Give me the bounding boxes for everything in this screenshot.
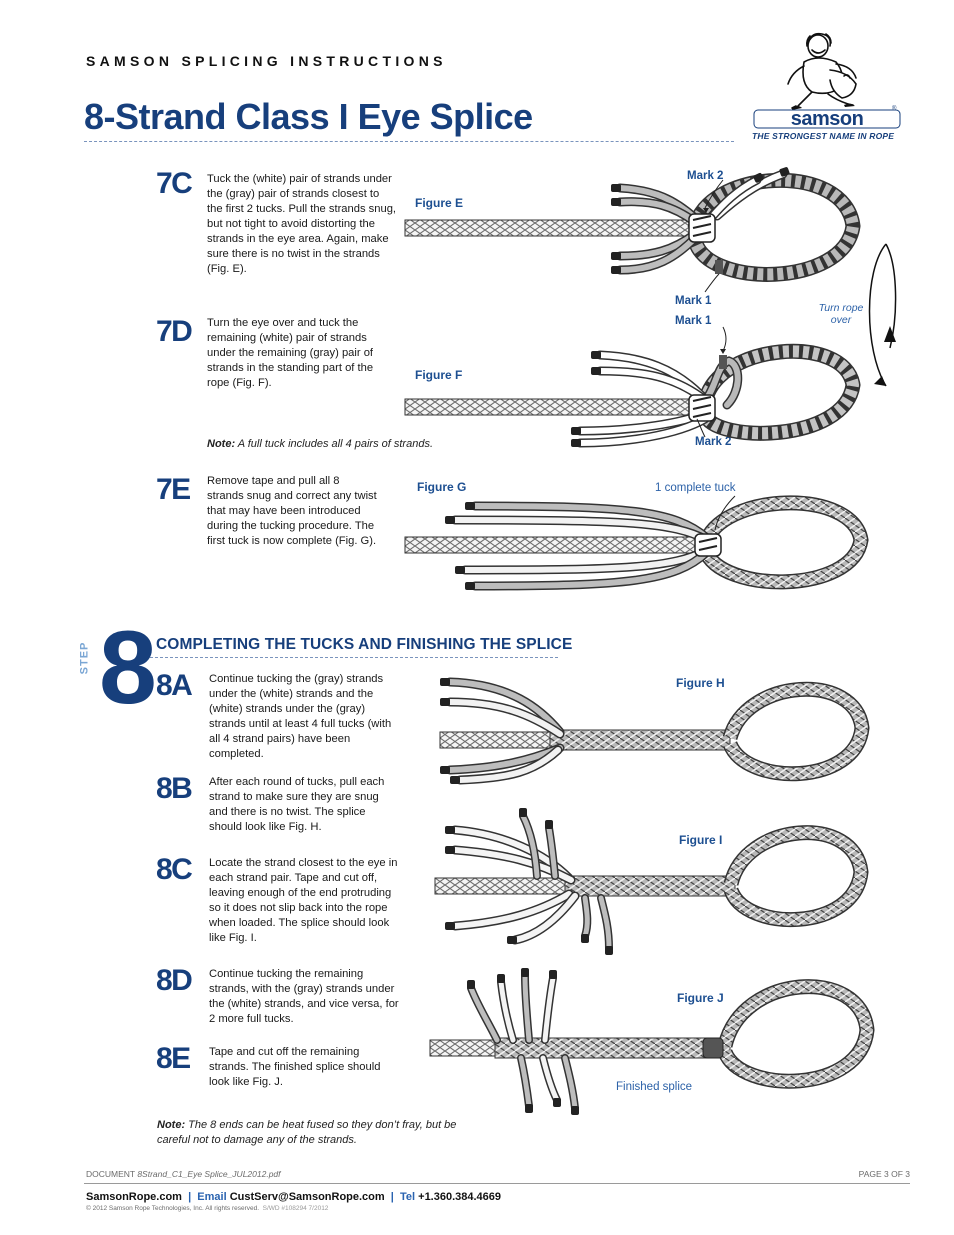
- section-divider: [150, 657, 558, 658]
- turn-rope-over-label: Turn rope over: [818, 302, 864, 326]
- note-full-tuck: [207, 437, 433, 452]
- figure-j-annotation: Finished splice: [616, 1081, 693, 1093]
- note-heat-fuse: [157, 1118, 477, 1148]
- step-text-7d: Turn the eye over and tuck the remaining (white) pair of strands under the remaining (gray) pair of strands in the standing part of the rope (Fig. F).: [207, 317, 374, 389]
- figure-e-label: Figure E: [415, 196, 464, 210]
- note-label: Note:: [207, 438, 236, 450]
- figure-h-label: Figure H: [676, 676, 725, 690]
- step-code-8b: 8B: [156, 772, 192, 805]
- figure-f-mark-1: Mark 1: [675, 315, 712, 327]
- step-word: STEP: [78, 641, 91, 675]
- figure-h-illustration: [430, 668, 875, 788]
- figure-e-mark-2: Mark 2: [687, 170, 724, 182]
- strongman-mascot-icon: [752, 30, 904, 142]
- step-code-8d: 8D: [156, 964, 192, 997]
- step-text-8a: Continue tucking the (gray) strands under the (white) strands and the (white) strands under the (gray) strands until at least 4 full tucks (with all 4 strand pairs) have been completed.: [209, 673, 392, 760]
- step-code-7d: 7D: [156, 315, 192, 348]
- samson-logo: [752, 30, 904, 142]
- title-divider: [84, 141, 734, 142]
- step-code-8a: 8A: [156, 669, 192, 702]
- copyright-line: © 2012 Samson Rope Technologies, Inc. All rights reserved. S/WD #108294 7/2012: [86, 1205, 329, 1212]
- figure-i-illustration: [425, 808, 875, 958]
- figure-g-illustration: [405, 490, 875, 600]
- step-text-7c: Tuck the (white) pair of strands under the (gray) pair of strands closest to the first 2 tucks. Pull the strands snug, but not tight to avoid distorting the strands in the eye area. Again, make sure there is no twist in the strands (Fig. E).: [207, 173, 397, 275]
- page-number: PAGE 3 OF 3: [858, 1169, 910, 1179]
- step-text-8d: Continue tucking the remaining strands, with the (gray) strands under the (white) strands, and vice versa, for 2 more full tucks.: [209, 968, 399, 1025]
- note-8-label: Note:: [157, 1119, 186, 1131]
- note-text: A full tuck includes all 4 pairs of strands.: [235, 438, 433, 450]
- step-text-8c: Locate the strand closest to the eye in each strand pair. Tape and cut off, leaving enough of the end protruding so it does not slip back into the rope when loaded. The splice should look like Fig. I.: [209, 857, 398, 944]
- telephone-link[interactable]: +1.360.384.4669: [418, 1191, 502, 1203]
- header-kicker: SAMSON SPLICING INSTRUCTIONS: [86, 53, 447, 69]
- step-number: 8: [99, 610, 154, 726]
- figure-f-label: Figure F: [415, 368, 463, 382]
- logo-registered-mark: ®: [892, 106, 897, 112]
- step-code-7e: 7E: [156, 473, 190, 506]
- figure-i-label: Figure I: [679, 833, 723, 847]
- website-link[interactable]: SamsonRope.com: [86, 1191, 182, 1203]
- note-8-text: The 8 ends can be heat fused so they don’t fray, but be careful not to damage any of the strands.: [157, 1119, 457, 1146]
- figure-g-annotation: 1 complete tuck: [655, 482, 736, 494]
- logo-tagline: THE STRONGEST NAME IN ROPE: [752, 131, 895, 141]
- step-text-7e: Remove tape and pull all 8 strands snug and correct any twist that may have been introduced during the tucking procedure. The first tuck is now complete (Fig. G).: [207, 475, 377, 547]
- figure-f-illustration: [405, 325, 875, 455]
- contact-line: SamsonRope.com | Email CustServ@SamsonRope.com | Tel +1.360.384.4669: [86, 1191, 502, 1203]
- figure-j-illustration: [425, 960, 875, 1120]
- figure-f-mark-2: Mark 2: [695, 436, 732, 448]
- figure-e-illustration: [405, 160, 875, 310]
- document-name: 8Strand_C1_Eye Splice_JUL2012.pdf: [137, 1169, 281, 1179]
- revision-code: S/WD #108294 7/2012: [259, 1205, 329, 1212]
- step-text-8e: Tape and cut off the remaining strands. The finished splice should look like Fig. J.: [209, 1046, 381, 1088]
- document-reference: DOCUMENT 8Strand_C1_Eye Splice_JUL2012.pdf: [86, 1169, 281, 1179]
- section-heading: COMPLETING THE TUCKS AND FINISHING THE SPLICE: [156, 636, 573, 653]
- email-link[interactable]: CustServ@SamsonRope.com: [229, 1191, 385, 1203]
- step-text-8b: After each round of tucks, pull each strand to make sure they are snug and there is no twist. The splice should look like Fig. H.: [209, 776, 385, 833]
- figure-j-label: Figure J: [677, 991, 724, 1005]
- page-title: 8-Strand Class I Eye Splice: [84, 96, 533, 137]
- step-code-8c: 8C: [156, 853, 192, 886]
- footer-divider: [84, 1183, 910, 1184]
- figure-g-label: Figure G: [417, 480, 467, 494]
- step-code-7c: 7C: [156, 167, 192, 200]
- step-code-8e: 8E: [156, 1042, 190, 1075]
- figure-e-mark-1: Mark 1: [675, 295, 712, 307]
- logo-wordmark: samson: [790, 108, 864, 130]
